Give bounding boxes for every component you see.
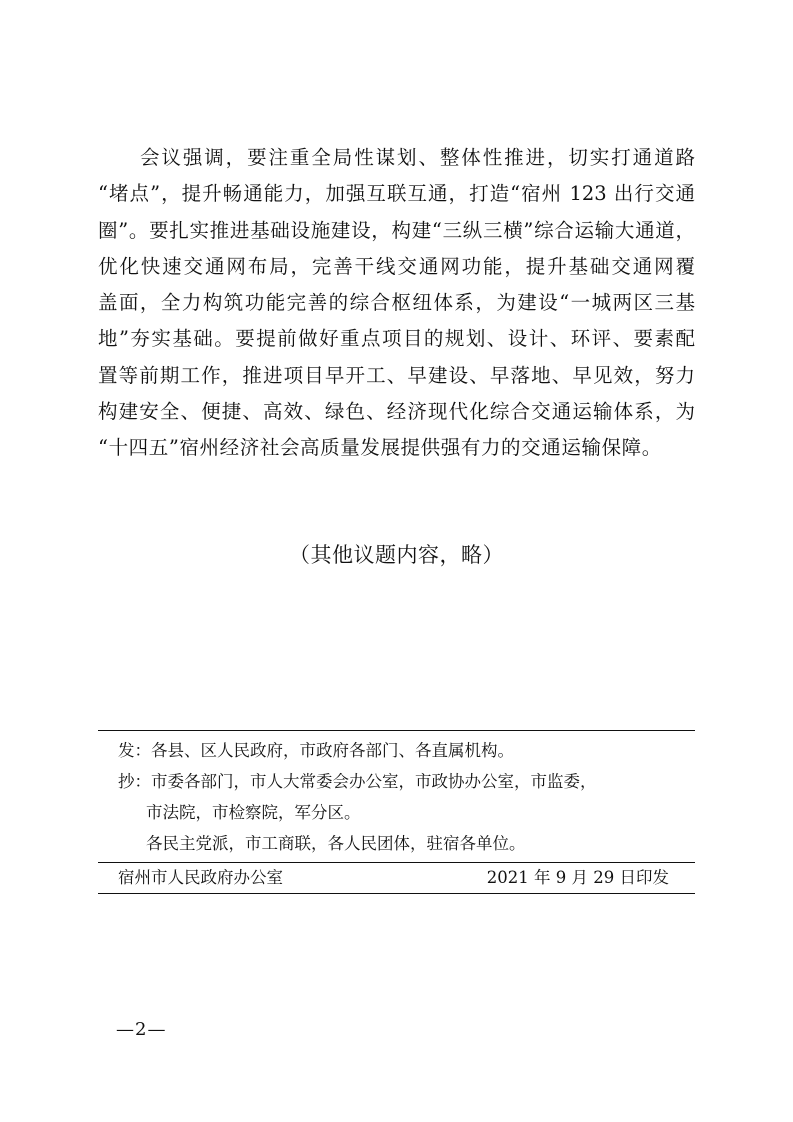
body-line: 会议强调，要注重全局性谋划、整体性推进，切实打通道路 [140, 146, 695, 169]
cc-line: 各民主党派，市工商联，各人民团体，驻宿各单位。 [146, 834, 526, 853]
bottom-rule [98, 893, 695, 894]
cc-line: 抄：市委各部门，市人大常委会办公室，市政协办公室，市监委， [118, 772, 597, 791]
body-line: 盖面，全力构筑功能完善的综合枢纽体系，为建设“一城两区三基 [98, 291, 695, 315]
omitted-topics-note: （其他议题内容，略） [289, 543, 504, 567]
issuer-row [98, 863, 695, 893]
send-to-line: 发：各县、区人民政府，市政府各部门、各直属机构。 [118, 741, 514, 760]
body-line: 圈”。要扎实推进基础设施建设，构建“三纵三横”综合运输大通道， [98, 218, 695, 242]
body-line: 构建安全、便捷、高效、绿色、经济现代化综合交通运输体系，为 [98, 400, 695, 424]
top-rule [98, 730, 695, 731]
body-line: 优化快速交通网布局，完善干线交通网功能，提升基础交通网覆 [98, 254, 695, 278]
body-line: “堵点”，提升畅通能力，加强互联互通，打造“宿州 123 出行交通 [98, 182, 695, 206]
issuer-name: 宿州市人民政府办公室 [118, 868, 283, 887]
page-number: —2— [116, 1019, 167, 1040]
cc-line: 市法院，市检察院，军分区。 [146, 803, 361, 822]
body-line: 地”夯实基础。要提前做好重点项目的规划、设计、环评、要素配 [98, 327, 695, 351]
body-paragraph [98, 140, 695, 467]
body-line: “十四五”宿州经济社会高质量发展提供强有力的交通运输保障。 [98, 436, 662, 460]
issue-date: 2021 年 9 月 29 日印发 [486, 868, 669, 887]
body-line: 置等前期工作，推进项目早开工、早建设、早落地、早见效，努力 [98, 363, 695, 387]
distribution-block [98, 730, 695, 894]
